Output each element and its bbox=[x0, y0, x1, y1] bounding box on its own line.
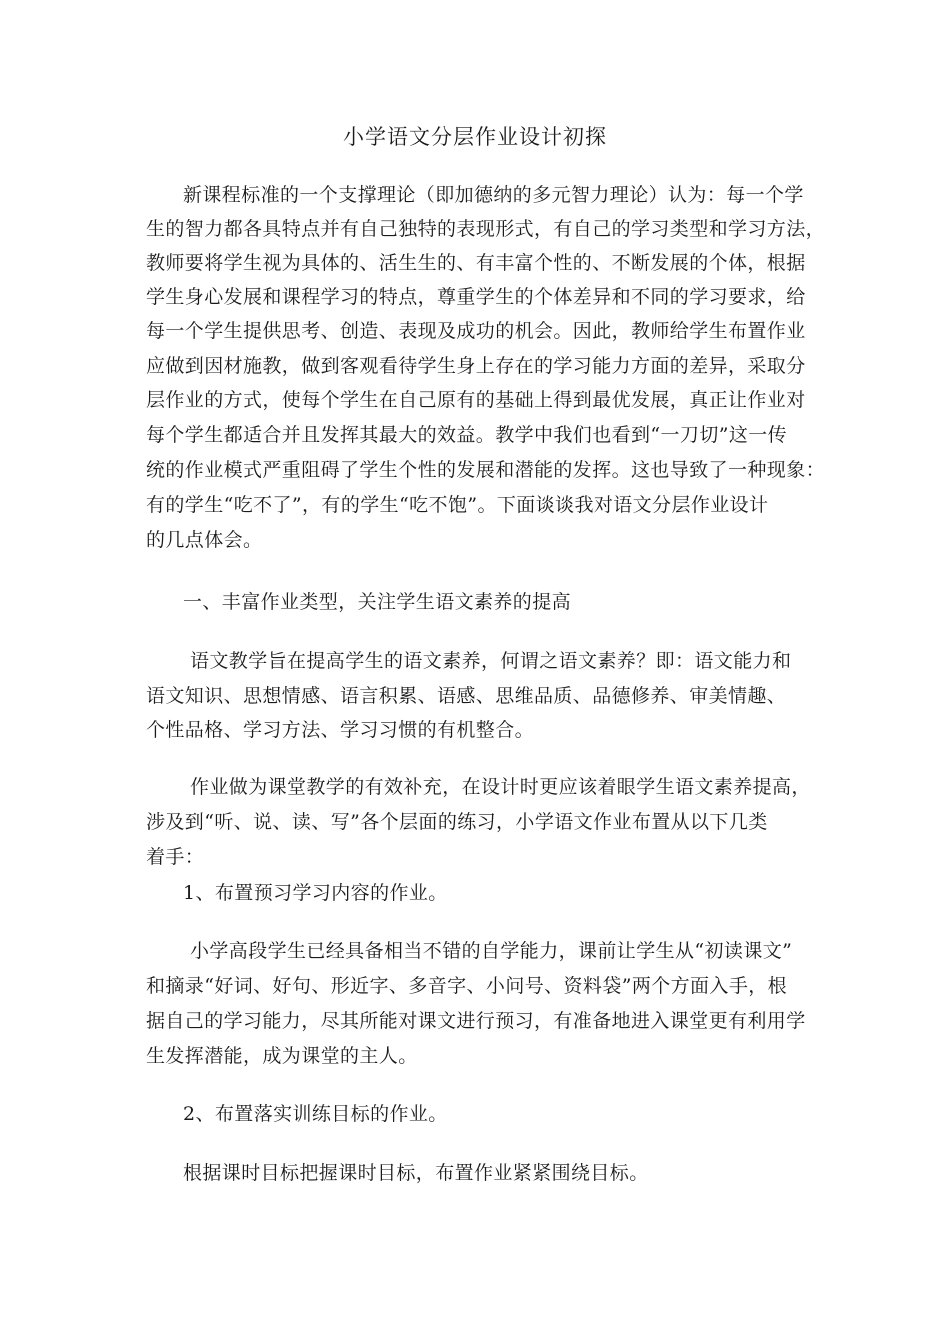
intro-line: 的几点体会。 bbox=[146, 529, 263, 551]
item-heading: 1、布置预习学习内容的作业。 bbox=[183, 882, 448, 904]
intro-line: 每个学生都适合并且发挥其最大的效益。教学中我们也看到“一刀切”这一传 bbox=[146, 424, 788, 446]
paragraph-line: 作业做为课堂教学的有效补充，在设计时更应该着眼学生语文素养提高， bbox=[190, 776, 811, 798]
intro-line: 学生身心发展和课程学习的特点，尊重学生的个体差异和不同的学习要求，给 bbox=[146, 286, 806, 308]
paragraph-line: 生发挥潜能，成为课堂的主人。 bbox=[146, 1045, 418, 1067]
intro-line: 有的学生“吃不了”，有的学生“吃不饱”。下面谈谈我对语文分层作业设计 bbox=[146, 494, 769, 516]
paragraph-line: 语文教学旨在提高学生的语文素养，何谓之语文素养？即：语文能力和 bbox=[190, 650, 792, 672]
paragraph-line: 着手： bbox=[146, 846, 205, 868]
intro-line: 教师要将学生视为具体的、活生生的、有丰富个性的、不断发展的个体，根据 bbox=[146, 252, 806, 274]
intro-line: 应做到因材施教，做到客观看待学生身上存在的学习能力方面的差异，采取分 bbox=[146, 355, 806, 377]
paragraph-line: 语文知识、思想情感、语言积累、语感、思维品质、品德修养、审美情趣、 bbox=[146, 685, 787, 707]
item-heading: 2、布置落实训练目标的作业。 bbox=[183, 1103, 448, 1125]
paragraph-line: 根据课时目标把握课时目标，布置作业紧紧围绕目标。 bbox=[183, 1162, 649, 1184]
section-heading: 一、丰富作业类型，关注学生语文素养的提高 bbox=[183, 591, 572, 613]
intro-line: 层作业的方式，使每个学生在自己原有的基础上得到最优发展，真正让作业对 bbox=[146, 389, 806, 411]
document-title: 小学语文分层作业设计初探 bbox=[343, 125, 607, 149]
paragraph-line: 小学高段学生已经具备相当不错的自学能力，课前让学生从“初读课文” bbox=[190, 940, 793, 962]
intro-line: 生的智力都各具特点并有自己独特的表现形式，有自己的学习类型和学习方法， bbox=[146, 218, 826, 240]
paragraph-line: 个性品格、学习方法、学习习惯的有机整合。 bbox=[146, 719, 535, 741]
intro-line: 每一个学生提供思考、创造、表现及成功的机会。因此，教师给学生布置作业 bbox=[146, 320, 806, 342]
paragraph-line: 据自己的学习能力，尽其所能对课文进行预习，有准备地进入课堂更有利用学 bbox=[146, 1010, 806, 1032]
paragraph-line: 和摘录“好词、好句、形近字、多音字、小问号、资料袋”两个方面入手，根 bbox=[146, 975, 788, 997]
intro-line: 统的作业模式严重阻碍了学生个性的发展和潜能的发挥。这也导致了一种现象： bbox=[146, 459, 826, 481]
intro-line: 新课程标准的一个支撑理论（即加德纳的多元智力理论）认为：每一个学 bbox=[183, 184, 804, 206]
paragraph-line: 涉及到“听、说、读、写”各个层面的练习，小学语文作业布置从以下几类 bbox=[146, 811, 768, 833]
